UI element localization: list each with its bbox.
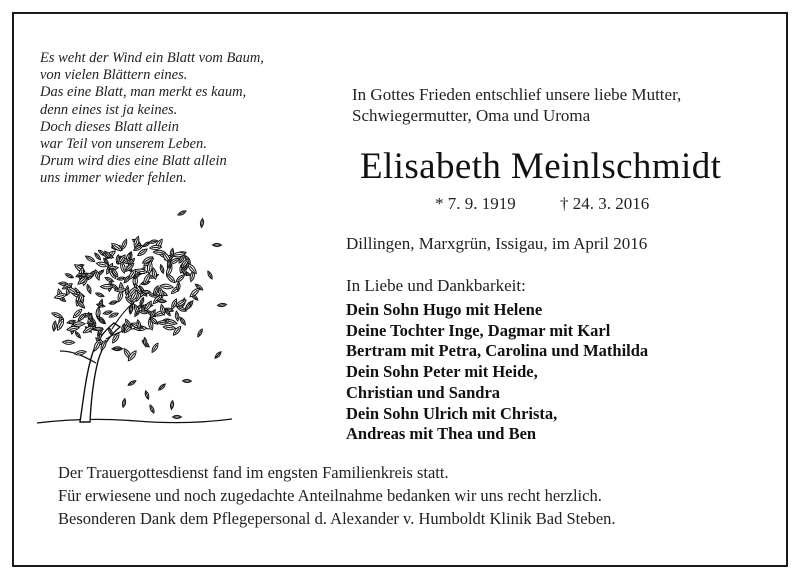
leaf-icon [214,351,222,360]
poem-line: Das eine Blatt, man merkt es kaum, [40,84,247,101]
leaf-icon [121,239,129,250]
family-list [346,300,648,445]
leaf-icon [54,292,67,300]
leaf-icon [95,292,105,298]
leaf-icon [122,398,127,407]
thanks-intro: In Liebe und Dankbarkeit: [346,276,526,295]
family-line: Deine Tochter Inge, Dagmar mit Karl [346,320,611,340]
leaf-icon [196,328,203,337]
leaf-icon [175,273,186,283]
leaf-icon [149,404,156,413]
leaf-icon [157,299,166,303]
poem-line: Drum wird dies eine Blatt allein [40,153,227,170]
leaf-icon [58,282,68,286]
footer-line: Der Trauergottesdienst fand im engsten Familienkreis statt. [58,463,449,482]
leaf-icon [74,350,86,356]
leaf-icon [177,210,186,217]
poem-line: Doch dieses Blatt allein [40,118,179,135]
family-line: Christian und Sandra [346,382,501,402]
footer-text [58,461,616,530]
death-date: † 24. 3. 2016 [560,194,650,213]
leaf-icon [109,300,118,305]
leaf-icon [217,303,226,307]
leaf-icon [159,264,165,274]
leaf-icon [96,303,105,308]
leaf-icon [160,283,173,289]
leaf-icon [179,316,187,326]
place-and-date: Dillingen, Marxgrün, Issigau, im April 2016 [346,234,648,253]
family-line: Bertram mit Petra, Carolina und Mathilda [346,341,649,361]
poem-line: uns immer wieder fehlen. [40,170,187,187]
family-line: Dein Sohn Ulrich mit Christa, [346,403,558,423]
leaf-icon [177,282,181,292]
footer-line: Für erwiesene und noch zugedachte Anteilnahme bedanken wir uns recht herzlich. [58,486,602,505]
leaf-icon [175,311,180,321]
poem-line: von vielen Blättern eines. [40,67,188,84]
leaf-icon [51,311,63,319]
poem [40,50,264,188]
leaf-icon [163,325,176,331]
wind-blown-tree-icon [32,205,232,440]
leaf-icon [212,243,221,246]
intro-line: Schwiegermutter, Oma und Uroma [352,106,591,125]
footer-line: Besonderen Dank dem Pflegepersonal d. Alexander v. Humboldt Klinik Bad Steben. [58,509,616,528]
leaf-icon [127,379,136,386]
poem-line: denn eines ist ja keines. [40,101,178,118]
deceased-name: Elisabeth Meinlschmidt [360,146,722,187]
leaf-icon [74,331,81,339]
leaf-icon [65,273,74,280]
intro-line: In Gottes Frieden entschlief unsere liebe Mutter, [352,85,682,104]
leaf-icon [52,321,57,332]
leaf-icon [150,245,162,250]
leaf-icon [144,390,150,400]
leaf-icon [85,255,96,263]
leaf-icon [200,218,204,227]
death-announcement-intro [352,84,681,126]
leaf-icon [173,415,182,418]
leaf-icon [151,342,160,353]
family-line: Dein Sohn Hugo mit Helene [346,300,543,319]
poem-line: war Teil von unserem Leben. [40,136,207,153]
leaf-icon [86,284,92,294]
leaf-icon [182,379,191,383]
leaf-icon [158,383,167,391]
leaf-icon [170,400,174,409]
leaf-icon [165,273,176,284]
birth-date: * 7. 9. 1919 [435,194,516,213]
leaf-icon [206,270,213,279]
leaf-icon [143,337,147,347]
leaf-icon [153,250,165,255]
leaf-icon [87,322,95,325]
family-line: Andreas mit Thea und Ben [346,424,537,444]
leaf-icon [139,309,149,314]
poem-line: Es weht der Wind ein Blatt vom Baum, [40,50,264,66]
leaf-icon [129,305,132,314]
leaf-icon [63,340,75,345]
family-line: Dein Sohn Peter mit Heide, [346,362,538,382]
